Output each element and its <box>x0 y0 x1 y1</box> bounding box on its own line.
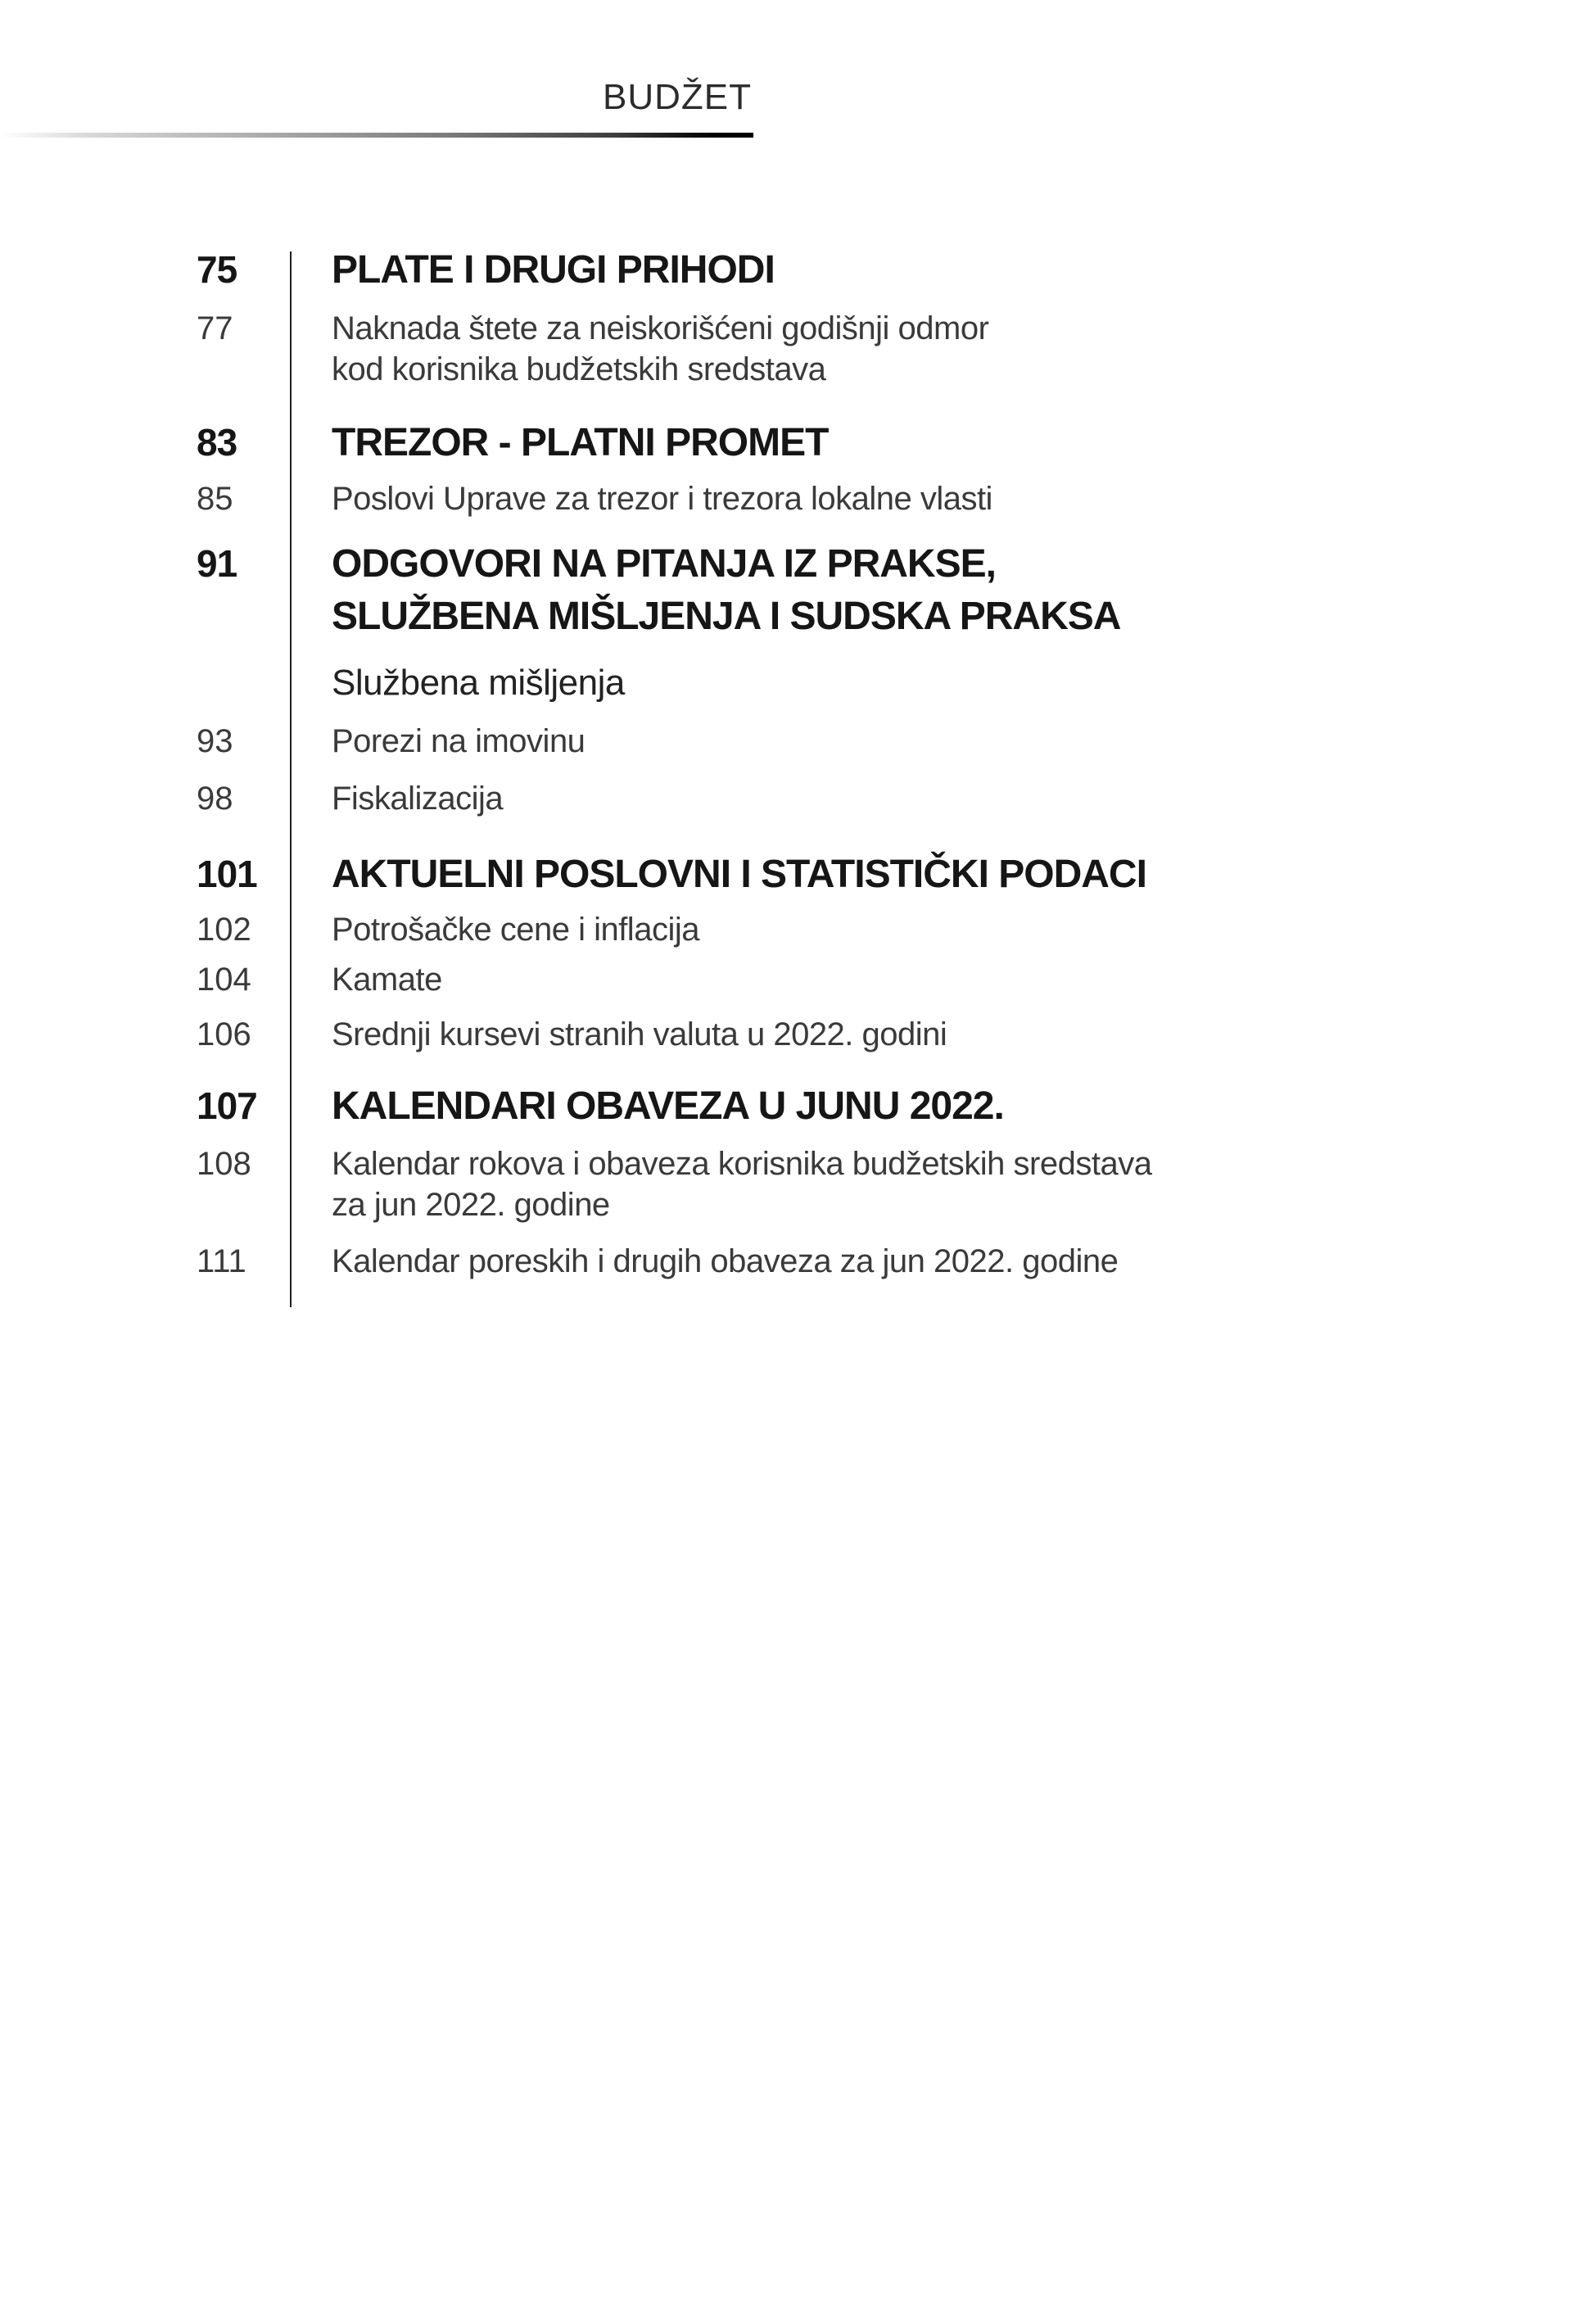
toc-entry-line: Kalendar poreskih i drugih obaveza za jun 2022. godine <box>332 1243 1119 1279</box>
toc-page-number: 75 <box>197 248 237 291</box>
toc-page-number: 85 <box>197 481 233 517</box>
toc-entry-line: ODGOVORI NA PITANJA IZ PRAKSE, <box>332 542 996 586</box>
toc-entry-title <box>291 778 503 819</box>
toc-entry-title <box>291 1143 1151 1225</box>
toc-entry-title <box>291 1080 1004 1133</box>
toc-entry-title <box>291 909 699 950</box>
toc-row <box>0 244 1433 296</box>
toc-page-number: 101 <box>197 853 257 895</box>
toc-row <box>0 417 1433 469</box>
toc-entry-line: Naknada štete za neiskorišćeni godišnji odmor <box>332 310 989 346</box>
toc-entry-title <box>291 308 988 390</box>
toc-page-number: 111 <box>197 1243 246 1279</box>
toc-page-number: 107 <box>197 1084 257 1127</box>
toc-entry-title <box>291 959 442 1000</box>
toc-page-number: 77 <box>197 310 233 346</box>
toc-row <box>0 1080 1433 1133</box>
toc-page-number: 104 <box>197 962 251 998</box>
toc-entry-title <box>291 721 585 762</box>
page-title: BUDŽET <box>603 77 752 117</box>
toc-row <box>0 308 1433 390</box>
toc-row <box>0 478 1433 519</box>
toc-entry-title <box>291 849 1146 901</box>
toc-entry-title <box>291 660 625 706</box>
toc-entry-line: KALENDARI OBAVEZA U JUNU 2022. <box>332 1084 1004 1128</box>
toc-row <box>0 660 1433 706</box>
toc-entry-title <box>291 1014 947 1055</box>
toc-entry-line: Porezi na imovinu <box>332 723 586 759</box>
toc-row <box>0 721 1433 762</box>
toc-entry-line: PLATE I DRUGI PRIHODI <box>332 248 775 292</box>
toc-entry-line: Poslovi Uprave za trezor i trezora lokalne vlasti <box>332 481 992 517</box>
toc-row <box>0 909 1433 950</box>
toc-entry-line: Srednji kursevi stranih valuta u 2022. godini <box>332 1016 947 1052</box>
toc-page-number: 108 <box>197 1146 251 1182</box>
toc-entry-line: za jun 2022. godine <box>332 1187 610 1223</box>
toc-entry-line: Fiskalizacija <box>332 781 504 817</box>
toc-row <box>0 959 1433 1000</box>
toc-entry-line: Kalendar rokova i obaveza korisnika budžetskih sredstava <box>332 1146 1152 1182</box>
toc-entry-line: TREZOR - PLATNI PROMET <box>332 421 829 464</box>
toc-row <box>0 778 1433 819</box>
toc-row <box>0 538 1433 643</box>
toc-entry-title <box>291 1241 1118 1282</box>
toc-page-number: 93 <box>197 723 233 759</box>
toc-page-number: 98 <box>197 781 233 817</box>
toc-entry-title <box>291 538 1120 643</box>
toc-row <box>0 849 1433 901</box>
toc-page-number: 83 <box>197 421 237 464</box>
toc-row <box>0 1143 1433 1225</box>
toc-entry-line: Potrošačke cene i inflacija <box>332 912 699 948</box>
toc-entry-line: kod korisnika budžetskih sredstava <box>332 351 826 387</box>
toc-entry-title <box>291 478 992 519</box>
toc-entry-title <box>291 417 828 469</box>
toc-entry-line: AKTUELNI POSLOVNI I STATISTIČKI PODACI <box>332 853 1146 896</box>
toc-entry-line: Službena mišljenja <box>332 663 625 703</box>
toc-row <box>0 1014 1433 1055</box>
toc-entry-line: SLUŽBENA MIŠLJENJA I SUDSKA PRAKSA <box>332 595 1121 638</box>
toc-page-number: 106 <box>197 1016 251 1052</box>
title-rule <box>0 133 753 138</box>
toc-page-number: 102 <box>197 912 251 948</box>
toc-page-number: 91 <box>197 542 237 585</box>
toc-entry-title <box>291 244 775 296</box>
toc-entry-line: Kamate <box>332 962 442 998</box>
toc-row <box>0 1241 1433 1282</box>
